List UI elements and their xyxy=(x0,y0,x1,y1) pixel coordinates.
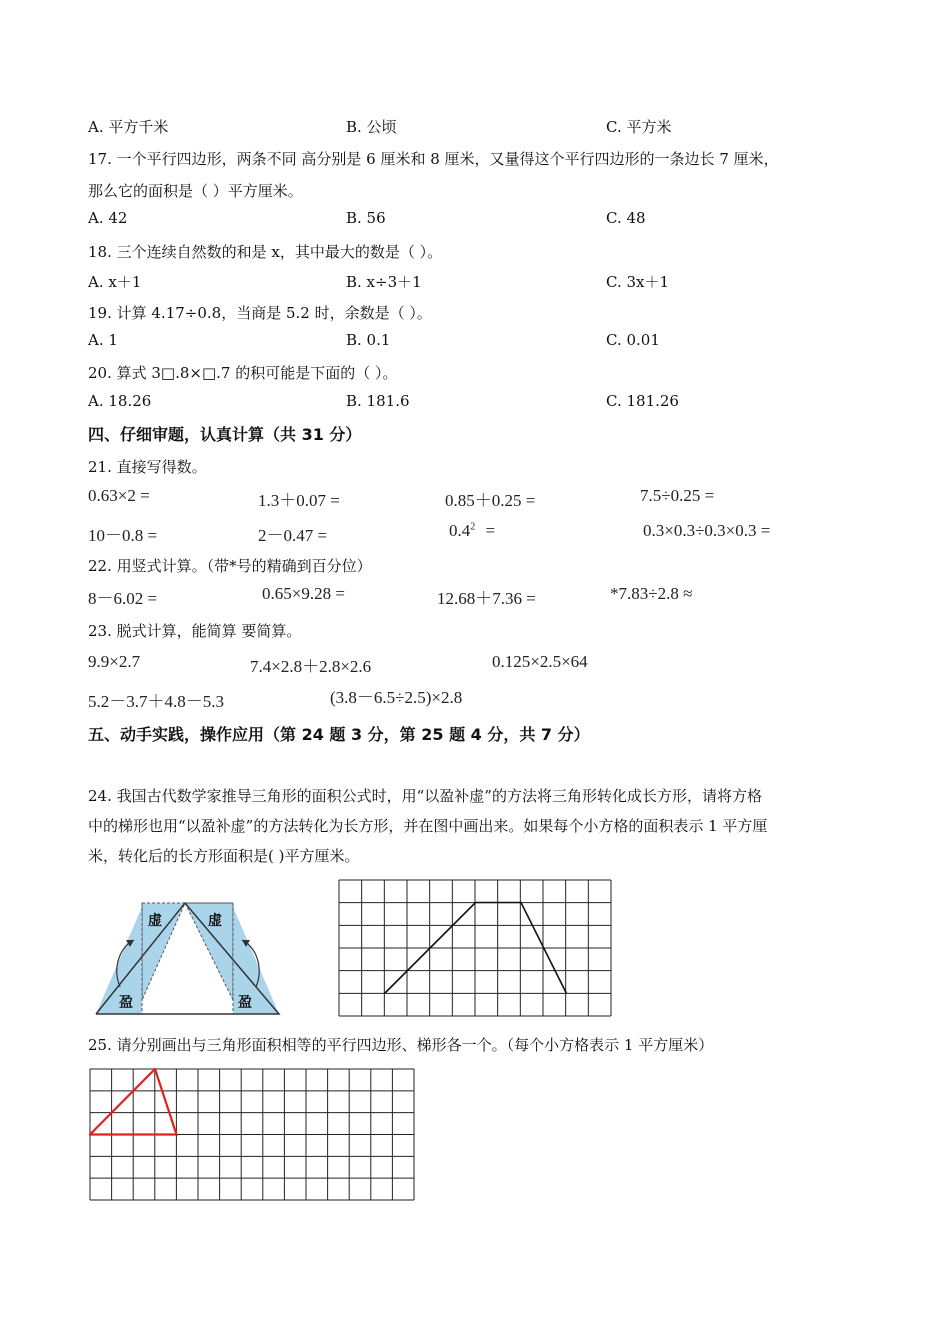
q24-label-ying-right: 盈 xyxy=(238,995,252,1011)
q24-yingbuxu-figure xyxy=(90,895,290,1020)
q21-item-7-exponent: 2 xyxy=(470,521,476,533)
q21-item-8: 0.3×0.3÷0.3×0.3 = xyxy=(643,521,771,540)
q23-item-2: 7.4×2.8＋2.8×2.6 xyxy=(250,657,372,676)
q19-option-a: A. 1 xyxy=(88,331,118,349)
q24-text-line3: 米，转化后的长方形面积是( )平方厘米。 xyxy=(88,847,360,865)
q22-text: 22. 用竖式计算。（带*号的精确到百分位） xyxy=(88,557,372,575)
q16-option-c: C. 平方米 xyxy=(606,118,672,136)
q24-label-xu-right: 虚 xyxy=(208,913,222,929)
q19-text: 19. 计算 4.17÷0.8，当商是 5.2 时，余数是（ ）。 xyxy=(88,304,432,322)
q22-item-3: 12.68＋7.36 = xyxy=(437,589,536,608)
q21-item-1: 0.63×2 = xyxy=(88,486,150,505)
q23-item-4: 5.2－3.7＋4.8－5.3 xyxy=(88,692,224,711)
q17-text-line2: 那么它的面积是（ ）平方厘米。 xyxy=(88,182,303,200)
q17-option-b: B. 56 xyxy=(346,209,386,227)
q23-text: 23. 脱式计算，能简算 要简算。 xyxy=(88,622,302,640)
q24-text-line2: 中的梯形也用“以盈补虚”的方法转化为长方形，并在图中画出来。如果每个小方格的面积表示 1 平方厘 xyxy=(88,817,768,835)
q22-item-1: 8－6.02 = xyxy=(88,589,158,608)
q18-option-a: A. x＋1 xyxy=(88,273,142,291)
q21-item-7-equals: = xyxy=(485,521,496,540)
section5-title: 五、动手实践，操作应用（第 24 题 3 分，第 25 题 4 分，共 7 分） xyxy=(88,725,590,744)
q23-item-5: (3.8－6.5÷2.5)×2.8 xyxy=(330,688,463,707)
q24-label-xu-left: 虚 xyxy=(148,913,162,929)
q16-option-a: A. 平方千米 xyxy=(88,118,169,136)
q21-text: 21. 直接写得数。 xyxy=(88,458,207,476)
q21-item-3: 0.85＋0.25 = xyxy=(445,491,536,510)
q24-label-ying-left: 盈 xyxy=(119,995,133,1011)
q19-option-b: B. 0.1 xyxy=(346,331,391,349)
q17-option-c: C. 48 xyxy=(606,209,646,227)
q23-item-3: 0.125×2.5×64 xyxy=(492,652,588,671)
q20-option-b: B. 181.6 xyxy=(346,392,410,410)
q21-item-7-base: 0.4 xyxy=(449,521,471,540)
q24-text-line1: 24. 我国古代数学家推导三角形的面积公式时，用“以盈补虚”的方法将三角形转化成长方形，请将方格 xyxy=(88,787,762,805)
q20-text: 20. 算式 3□.8×□.7 的积可能是下面的（ ）。 xyxy=(88,364,398,382)
q21-item-5: 10－0.8 = xyxy=(88,526,158,545)
q25-text: 25. 请分别画出与三角形面积相等的平行四边形、梯形各一个。（每个小方格表示 1 平方厘米） xyxy=(88,1036,714,1054)
q21-item-4: 7.5÷0.25 = xyxy=(640,486,715,505)
q24-grid xyxy=(338,879,612,1017)
q21-item-7 xyxy=(449,521,495,541)
section4-title: 四、仔细审题，认真计算（共 31 分） xyxy=(88,425,362,444)
q25-grid xyxy=(89,1068,417,1202)
q17-text-line1: 17. 一个平行四边形，两条不同 高分别是 6 厘米和 8 厘米，又量得这个平行四边形的一条边长 7 厘米， xyxy=(88,150,779,168)
q21-item-2: 1.3＋0.07 = xyxy=(258,491,340,510)
q22-item-2: 0.65×9.28 = xyxy=(262,584,345,603)
q20-option-a: A. 18.26 xyxy=(88,392,152,410)
q16-option-b: B. 公顷 xyxy=(346,118,397,136)
q19-option-c: C. 0.01 xyxy=(606,331,660,349)
q23-item-1: 9.9×2.7 xyxy=(88,652,141,671)
q20-option-c: C. 181.26 xyxy=(606,392,679,410)
q17-option-a: A. 42 xyxy=(88,209,128,227)
q24-grid-lines xyxy=(339,880,611,1016)
q18-text: 18. 三个连续自然数的和是 x，其中最大的数是（ ）。 xyxy=(88,243,443,261)
q22-item-4: *7.83÷2.8 ≈ xyxy=(610,584,693,603)
q18-option-c: C. 3x＋1 xyxy=(606,273,670,291)
q18-option-b: B. x÷3＋1 xyxy=(346,273,422,291)
q21-item-6: 2－0.47 = xyxy=(258,526,328,545)
